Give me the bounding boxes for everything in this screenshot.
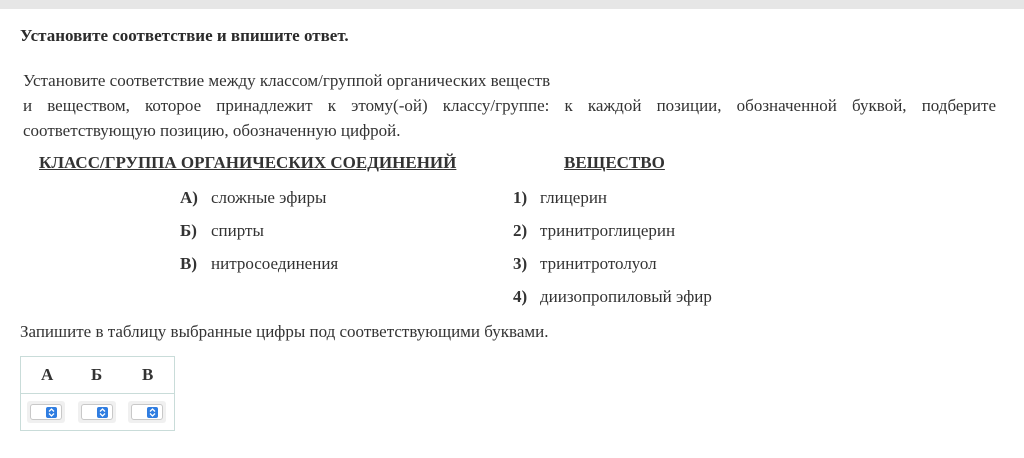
left-option: [180, 188, 326, 208]
option-number: 3): [513, 254, 528, 273]
option-letter: А): [180, 188, 198, 207]
right-column-header: ВЕЩЕСТВО: [564, 153, 665, 172]
updown-arrows-icon: [147, 407, 158, 418]
option-text: тринитроглицерин: [540, 221, 676, 240]
left-option: [180, 221, 264, 241]
right-option: [513, 287, 712, 307]
select-box[interactable]: [131, 404, 163, 420]
option-text: диизопропиловый эфир: [540, 287, 712, 306]
task-text-rest: и веществом, которое принадлежит к этому(-ой) классу/группе: к каждой позиции, обозначенной буквой, подберите соответствующую позицию, обозначенную цифрой.: [23, 96, 996, 140]
task-text-line1: Установите соответствие между классом/группой органических веществ: [23, 71, 551, 90]
option-text: глицерин: [540, 188, 608, 207]
updown-arrows-icon: [97, 407, 108, 418]
answer-select-v[interactable]: [128, 401, 166, 423]
answer-select-a[interactable]: [27, 401, 65, 423]
answer-instruction: Запишите в таблицу выбранные цифры под соответствующими буквами.: [20, 322, 549, 341]
right-option: [513, 254, 657, 274]
right-option: [513, 221, 675, 241]
option-text: сложные эфиры: [211, 188, 327, 207]
task-description: [23, 68, 996, 143]
left-option: [180, 254, 338, 274]
right-option: [513, 188, 607, 208]
table-divider: [21, 393, 174, 394]
left-column-header: КЛАСС/ГРУППА ОРГАНИЧЕСКИХ СОЕДИНЕНИЙ: [39, 153, 457, 172]
option-number: 1): [513, 188, 528, 207]
option-letter: Б): [180, 221, 197, 240]
option-number: 4): [513, 287, 528, 306]
select-box[interactable]: [30, 404, 62, 420]
answer-header-v: В: [142, 365, 154, 384]
updown-arrows-icon: [46, 407, 57, 418]
option-number: 2): [513, 221, 528, 240]
answer-select-b[interactable]: [78, 401, 116, 423]
select-box[interactable]: [81, 404, 113, 420]
task-title: Установите соответствие и впишите ответ.: [20, 26, 349, 45]
option-text: спирты: [211, 221, 264, 240]
answer-header-a: А: [41, 365, 54, 384]
top-bar: [0, 0, 1024, 9]
option-text: тринитротолуол: [540, 254, 657, 273]
option-text: нитросоединения: [211, 254, 339, 273]
answer-table: [20, 356, 175, 431]
answer-header-b: Б: [91, 365, 103, 384]
option-letter: В): [180, 254, 197, 273]
